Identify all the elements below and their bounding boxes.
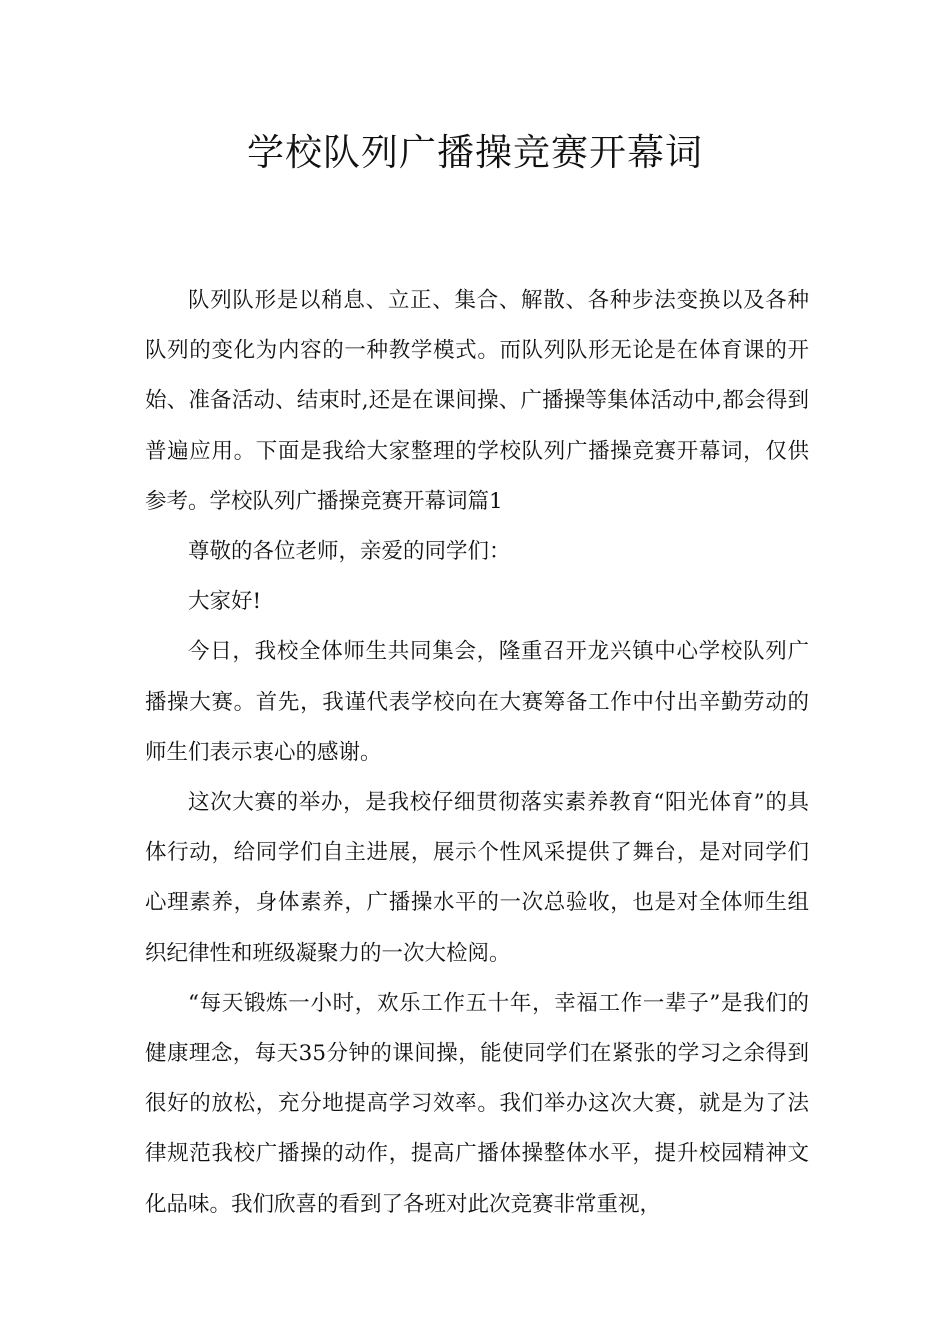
paragraph-salutation: 尊敬的各位老师，亲爱的同学们： — [188, 539, 511, 565]
paragraph-greeting: 大家好! — [188, 589, 262, 615]
paragraph-purpose: 这次大赛的举办，是我校仔细贯彻落实素养教育“阳光体育”的具体行动，给同学们自主进展，展示个性风采提供了舞台，是对同学们心理素养，身体素养，广播操水平的一次总验收，也是对全体师生组织纪律性和班级凝聚力的一次大检阅。 — [145, 790, 809, 966]
paragraph-health-concept: “每天锻炼一小时，欢乐工作五十年，幸福工作一辈子”是我们的健康理念，每天35分钟的课间操，能使同学们在紧张的学习之余得到很好的放松，充分地提高学习效率。我们举办这次大赛，就是为了法律规范我校广播操的动作，提高广播体操整体水平，提升校园精神文化品味。我们欣喜的看到了各班对此次竞赛非常重视， — [145, 990, 809, 1217]
document-title: 学校队列广播操竞赛开幕词 — [247, 131, 703, 174]
paragraph-opening: 今日，我校全体师生共同集会，隆重召开龙兴镇中心学校队列广播操大赛。首先，我谨代表学校向在大赛筹备工作中付出辛勤劳动的师生们表示衷心的感谢。 — [145, 639, 809, 765]
paragraph-intro: 队列队形是以稍息、立正、集合、解散、各种步法变换以及各种队列的变化为内容的一种教学模式。而队列队形无论是在体育课的开始、准备活动、结束时,还是在课间操、广播操等集体活动中,都会得到普遍应用。下面是我给大家整理的学校队列广播操竞赛开幕词，仅供参考。学校队列广播操竞赛开幕词篇1 — [145, 288, 809, 514]
document-body — [145, 276, 809, 1230]
